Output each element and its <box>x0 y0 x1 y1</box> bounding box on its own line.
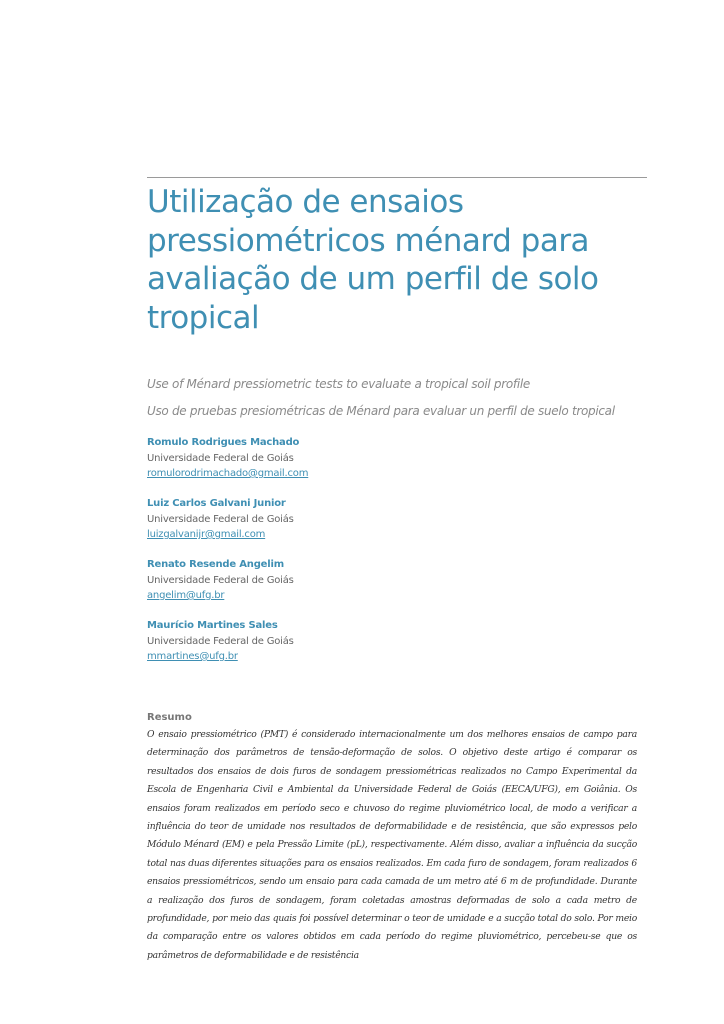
author-list <box>147 435 547 679</box>
subtitle-spanish: Uso de pruebas presiométricas de Ménard para evaluar un perfil de suelo tropical <box>147 404 615 418</box>
article-title: Utilização de ensaios pressiométricos ménard para avaliação de um perfil de solo tropical <box>147 184 599 336</box>
subtitle-english: Use of Ménard pressiometric tests to evaluate a tropical soil profile <box>147 377 530 391</box>
abstract-body: O ensaio pressiométrico (PMT) é considerado internacionalmente um dos melhores ensaios de campo para determinação dos parâmetros de tensão-deformação de solos. O objetivo deste artigo é comparar os resultados dos ensaios de dois furos de sondagem pressiométricas realizados no Campo Experimental da Escola de Engenharia Civil e Ambiental da Universidade Federal de Goiás (EECA/UFG), em Goiânia. Os ensaios foram realizados em período seco e chuvoso do regime pluviométrico local, de modo a verificar a influência do teor de umidade nos resultados de deformabilidade e de resistência, que são expressos pelo Módulo Ménard (EM) e pela Pressão Limite (pL), respectivamente. Além disso, avaliar a influência da sucção total nas duas diferentes situações para os ensaios realizados. Em cada furo de sondagem, foram realizados 6 ensaios pressiométricos, sendo um ensaio para cada camada de um metro até 6 m de profundidade. Durante a realização dos furos de sondagem, foram coletadas amostras deformadas de solo a cada metro de profundidade, por meio das quais foi possível determinar o teor de umidade e a sucção total do solo. Por meio da comparação entre os valores obtidos em cada período do regime pluviométrico, percebeu-se que os parâmetros de deformabilidade e de resistência <box>147 729 637 961</box>
author-entry <box>147 435 547 496</box>
author-name: Renato Resende Angelim <box>147 559 284 570</box>
author-affiliation: Universidade Federal de Goiás <box>147 574 294 586</box>
author-entry <box>147 496 547 557</box>
author-email-link[interactable]: romulorodrimachado@gmail.com <box>147 468 309 479</box>
author-entry <box>147 557 547 618</box>
abstract-section <box>147 710 637 965</box>
author-name: Luiz Carlos Galvani Junior <box>147 498 286 509</box>
author-name: Romulo Rodrigues Machado <box>147 437 300 448</box>
author-name: Maurício Martines Sales <box>147 620 278 631</box>
author-email-link[interactable]: mmartines@ufg.br <box>147 651 238 662</box>
author-email-link[interactable]: luizgalvanijr@gmail.com <box>147 529 266 540</box>
author-affiliation: Universidade Federal de Goiás <box>147 452 294 464</box>
author-affiliation: Universidade Federal de Goiás <box>147 635 294 647</box>
author-affiliation: Universidade Federal de Goiás <box>147 513 294 525</box>
author-email-link[interactable]: angelim@ufg.br <box>147 590 225 601</box>
abstract-heading: Resumo <box>147 712 192 723</box>
title-rule <box>147 177 647 178</box>
author-entry <box>147 618 547 679</box>
